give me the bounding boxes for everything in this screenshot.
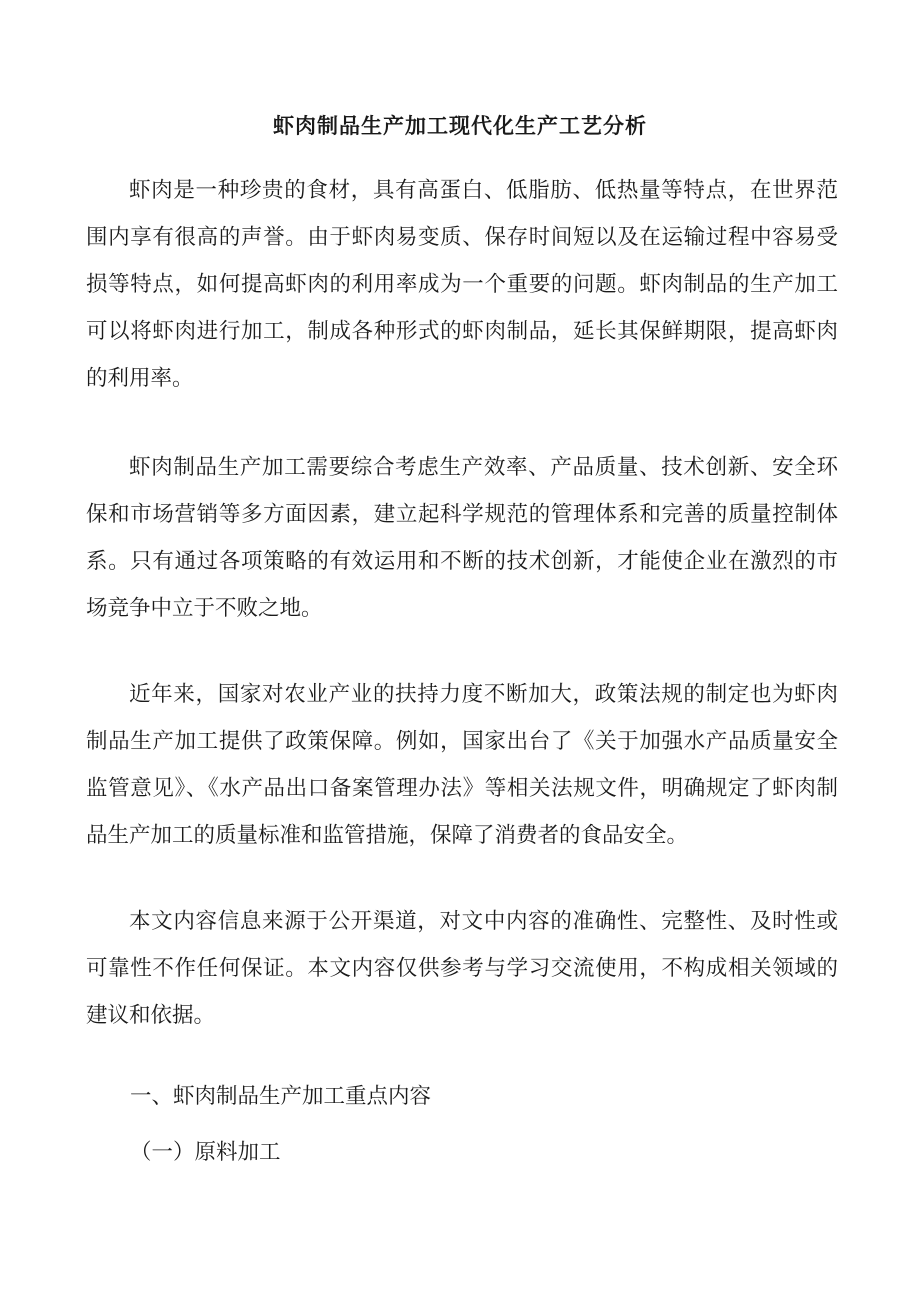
subsection-heading: （一）原料加工 — [130, 1140, 281, 1165]
document-title: 虾肉制品生产加工现代化生产工艺分析 — [273, 114, 647, 138]
paragraph-management: 虾肉制品生产加工需要综合考虑生产效率、产品质量、技术创新、安全环保和市场营销等多方面因素，建立起科学规范的管理体系和完善的质量控制体系。只有通过各项策略的有效运用和不断的技术创新，才能使企业在激烈的市场竞争中立于不败之地。 — [86, 455, 838, 621]
paragraph-policy: 近年来，国家对农业产业的扶持力度不断加大，政策法规的制定也为虾肉制品生产加工提供了政策保障。例如，国家出台了《关于加强水产品质量安全监管意见》、《水产品出口备案管理办法》等相关法规文件，明确规定了虾肉制品生产加工的质量标准和监管措施，保障了消费者的食品安全。 — [86, 682, 838, 848]
paragraph-intro: 虾肉是一种珍贵的食材，具有高蛋白、低脂肪、低热量等特点，在世界范围内享有很高的声誉。由于虾肉易变质、保存时间短以及在运输过程中容易受损等特点，如何提高虾肉的利用率成为一个重要的问题。虾肉制品的生产加工可以将虾肉进行加工，制成各种形式的虾肉制品，延长其保鲜期限，提高虾肉的利用率。 — [86, 178, 838, 391]
section-heading: 一、虾肉制品生产加工重点内容 — [130, 1084, 432, 1109]
paragraph-disclaimer: 本文内容信息来源于公开渠道，对文中内容的准确性、完整性、及时性或可靠性不作任何保证。本文内容仅供参考与学习交流使用，不构成相关领域的建议和依据。 — [86, 909, 838, 1028]
